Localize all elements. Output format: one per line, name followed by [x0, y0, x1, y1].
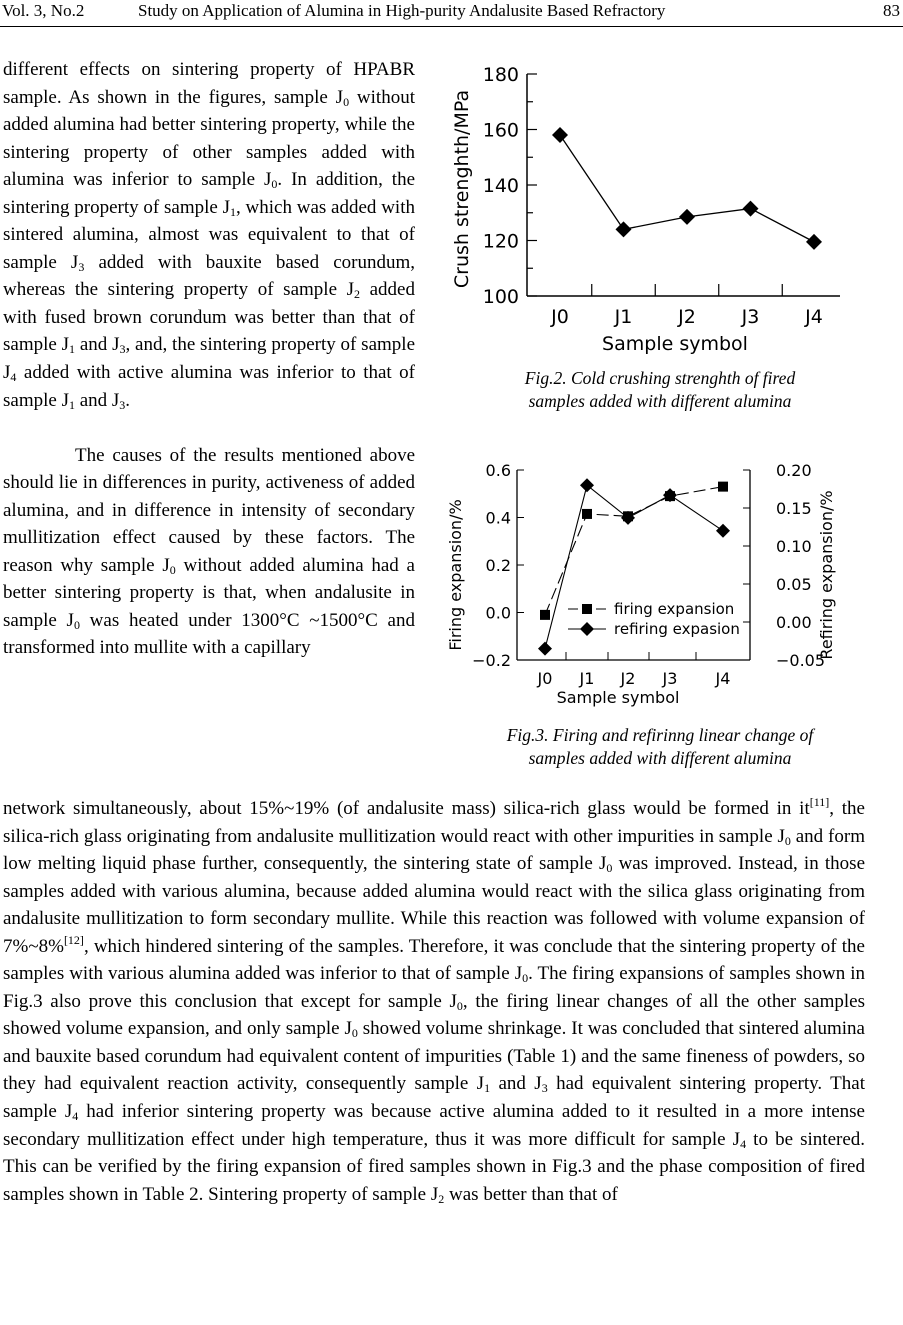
y-left-tick-label: −0.2 [472, 651, 511, 670]
text-run: added with bauxite based corundum, whereas the sintering property of sample J [3, 251, 415, 301]
text-run: , the firing linear changes of all the other samples showed volume expansion, and only sample J [3, 990, 866, 1040]
paragraph-1 [3, 56, 415, 414]
crush-strength-line [560, 135, 814, 242]
y-right-tick-label: 0.10 [776, 537, 812, 556]
fig3-caption-line-2: samples added with different alumina [528, 748, 792, 768]
x-tick-label: J4 [715, 669, 731, 688]
crush-strength-point [679, 209, 695, 225]
x-tick-label: J4 [805, 306, 823, 328]
paragraph-2 [3, 442, 415, 662]
text-run: without added alumina had better sintering property, while the sintering property of other samples added with alumina was inferior to sample J [3, 86, 415, 191]
subscript: 0 [73, 617, 80, 632]
firing-expansion-point [718, 482, 728, 492]
y-right-tick-label: 0.15 [776, 499, 812, 518]
y-right-tick-label: 0.05 [776, 575, 812, 594]
y-left-tick-label: 0.4 [485, 508, 511, 528]
text-run: and J [75, 334, 120, 356]
subscript: 2 [354, 287, 361, 302]
subscript: 0 [169, 562, 176, 577]
text-run: . The firing expansions of samples shown in Fig.3 also prove this conclusion that except for sample J [3, 963, 865, 1012]
subscript: 3 [119, 342, 126, 357]
subscript: 0 [351, 1026, 358, 1041]
refiring-expansion-point [716, 524, 730, 538]
fig3-caption-line-1: Fig.3. Firing and refirinng linear change of [506, 725, 814, 745]
subscript: 3 [541, 1081, 548, 1096]
text-run: . In addition, the sintering property of sample J [3, 169, 415, 218]
text-run: showed volume shrinkage. It was concluded that sintered alumina and bauxite based corundum had equivalent content of impurities (Table 1) and the same fineness of powders, so they had equivalent reaction activity, consequently sample J [3, 1018, 865, 1095]
y-right-tick-label: −0.05 [776, 651, 826, 670]
y-tick-label: 120 [482, 230, 519, 253]
citation-superscript: [11] [809, 795, 830, 809]
x-tick-label: J0 [537, 669, 553, 688]
fig2-caption-line-1: Fig.2. Cold crushing strenghth of fired [524, 368, 796, 388]
legend-refiring-marker [580, 622, 594, 636]
x-tick-label: J2 [678, 306, 696, 328]
text-run: was heated under 1300°C ~1500°C and transformed into mullite with a capillary [3, 609, 415, 659]
text-run: different effects on sintering property of HPABR sample. As shown in the figures, sample J [3, 59, 415, 108]
left-column [3, 56, 415, 662]
crush-strength-point [616, 221, 632, 237]
y-tick-label: 160 [482, 119, 519, 142]
text-run: had equivalent sintering property. That sample J [3, 1073, 866, 1123]
legend-refiring-label: refiring expasion [614, 620, 740, 638]
text-run: to be sintered. This can be verified by the firing expansion of fired samples shown in Fig.3 and the phase composition of fired samples shown in Table 2. Sintering property of sample J [3, 1128, 866, 1205]
crush-strength-point [806, 234, 822, 250]
text-run: The causes of the results mentioned above should lie in differences in purity, activeness of added alumina, and in difference in intensity of secondary mullitization effect caused by these factors. The reason why sample J [3, 444, 415, 576]
y-left-tick-label: 0.0 [485, 603, 511, 623]
text-run: and J [490, 1073, 542, 1095]
text-run: without added alumina had a better sintering property is that, when andalusite in sample J [3, 554, 415, 631]
y-tick-label: 100 [482, 286, 519, 308]
body-text-full-width [3, 795, 865, 1208]
text-run: . [125, 389, 131, 411]
text-run: was improved. Instead, in those samples added with various alumina, because added alumina would react with the silica glass originating from andalusite mullitization to form secondary mullite. While this reaction was followed with volume expansion of 7%~8% [3, 853, 865, 957]
text-run: , which was added with sintered alumina, almost was equivalent to that of sample J [3, 196, 415, 273]
firing-expansion-point [582, 509, 592, 519]
y-axis-label-left: Firing expansion/% [446, 499, 465, 651]
refiring-expansion-point [580, 478, 594, 492]
subscript: 0 [522, 971, 529, 986]
y-axis-label-right: Refiring expansion/% [817, 490, 836, 660]
legend-firing-marker [582, 604, 592, 614]
text-run: and form low melting liquid phase further, consequently, the sintering state of sample J [3, 825, 865, 875]
subscript: 0 [456, 998, 463, 1013]
x-axis-label: Sample symbol [556, 688, 680, 707]
y-tick-label: 180 [482, 64, 519, 86]
text-run: had inferior sintering property was because active alumina added to it resulted in a more intense secondary mullitization effect under high temperature, thus it was more difficult for sample J [3, 1101, 865, 1150]
subscript: 4 [740, 1136, 747, 1151]
subscript: 3 [119, 397, 126, 412]
x-tick-label: J1 [614, 306, 633, 328]
subscript: 0 [271, 177, 278, 192]
subscript: 1 [69, 342, 76, 357]
fig2-chart [440, 56, 860, 366]
x-tick-label: J3 [741, 306, 760, 328]
fig2-caption-line-2: samples added with different alumina [528, 391, 792, 411]
fig3-chart [440, 452, 900, 717]
subscript: 0 [343, 94, 350, 109]
text-run: and J [74, 389, 120, 411]
y-left-tick-label: 0.2 [485, 556, 511, 575]
text-run: network simultaneously, about 15%~19% (of andalusite mass) silica-rich glass would be formed in it [3, 798, 810, 819]
running-title: Study on Application of Alumina in High-purity Andalusite Based Refractory [138, 1, 666, 20]
text-run: , the silica-rich glass originating from andalusite mullitization would react with other impurities in sample J [3, 798, 865, 847]
page-number: 83 [883, 1, 900, 20]
firing-expansion-line [545, 487, 723, 615]
y-axis-label: Crush strenghth/MPa [451, 89, 473, 289]
subscript: 0 [784, 833, 791, 848]
x-tick-label: J2 [620, 669, 636, 688]
text-run: , which hindered sintering of the samples. Therefore, it was conclude that the sintering property of the samples with various alumina added was inferior to that of sample J [3, 935, 865, 985]
fig2-caption [470, 367, 850, 413]
refiring-expansion-point [538, 642, 552, 656]
subscript: 3 [78, 259, 85, 274]
volume-label: Vol. 3, No.2 [2, 1, 85, 20]
text-run: added with active alumina was inferior to that of sample J [3, 362, 415, 411]
y-right-tick-label: 0.20 [776, 461, 812, 480]
paragraph-3 [3, 795, 865, 1208]
crush-strength-point [743, 201, 759, 217]
subscript: 4 [72, 1109, 79, 1124]
citation-superscript: [12] [63, 932, 84, 947]
crush-strength-point [552, 127, 568, 143]
subscript: 1 [230, 204, 236, 219]
firing-expansion-point [540, 610, 550, 620]
y-tick-label: 140 [482, 175, 519, 197]
text-run: added with fused brown corundum was better than that of sample J [3, 279, 415, 356]
fig3-caption [455, 724, 865, 770]
x-tick-label: J1 [579, 669, 595, 688]
legend-firing-label: firing expansion [614, 600, 735, 618]
y-left-tick-label: 0.6 [485, 461, 511, 480]
running-header [2, 0, 902, 26]
subscript: 1 [68, 397, 75, 412]
text-run: , and, the sintering property of sample J [3, 334, 415, 384]
subscript: 1 [484, 1081, 491, 1096]
x-tick-label: J0 [551, 306, 569, 328]
subscript: 4 [10, 370, 17, 385]
x-tick-label: J3 [662, 669, 678, 688]
header-rule [0, 26, 903, 27]
x-axis-label: Sample symbol [602, 333, 748, 355]
text-run: was better than that of [444, 1183, 618, 1205]
y-right-tick-label: 0.00 [776, 613, 812, 632]
subscript: 0 [606, 861, 613, 876]
subscript: 2 [438, 1191, 445, 1206]
